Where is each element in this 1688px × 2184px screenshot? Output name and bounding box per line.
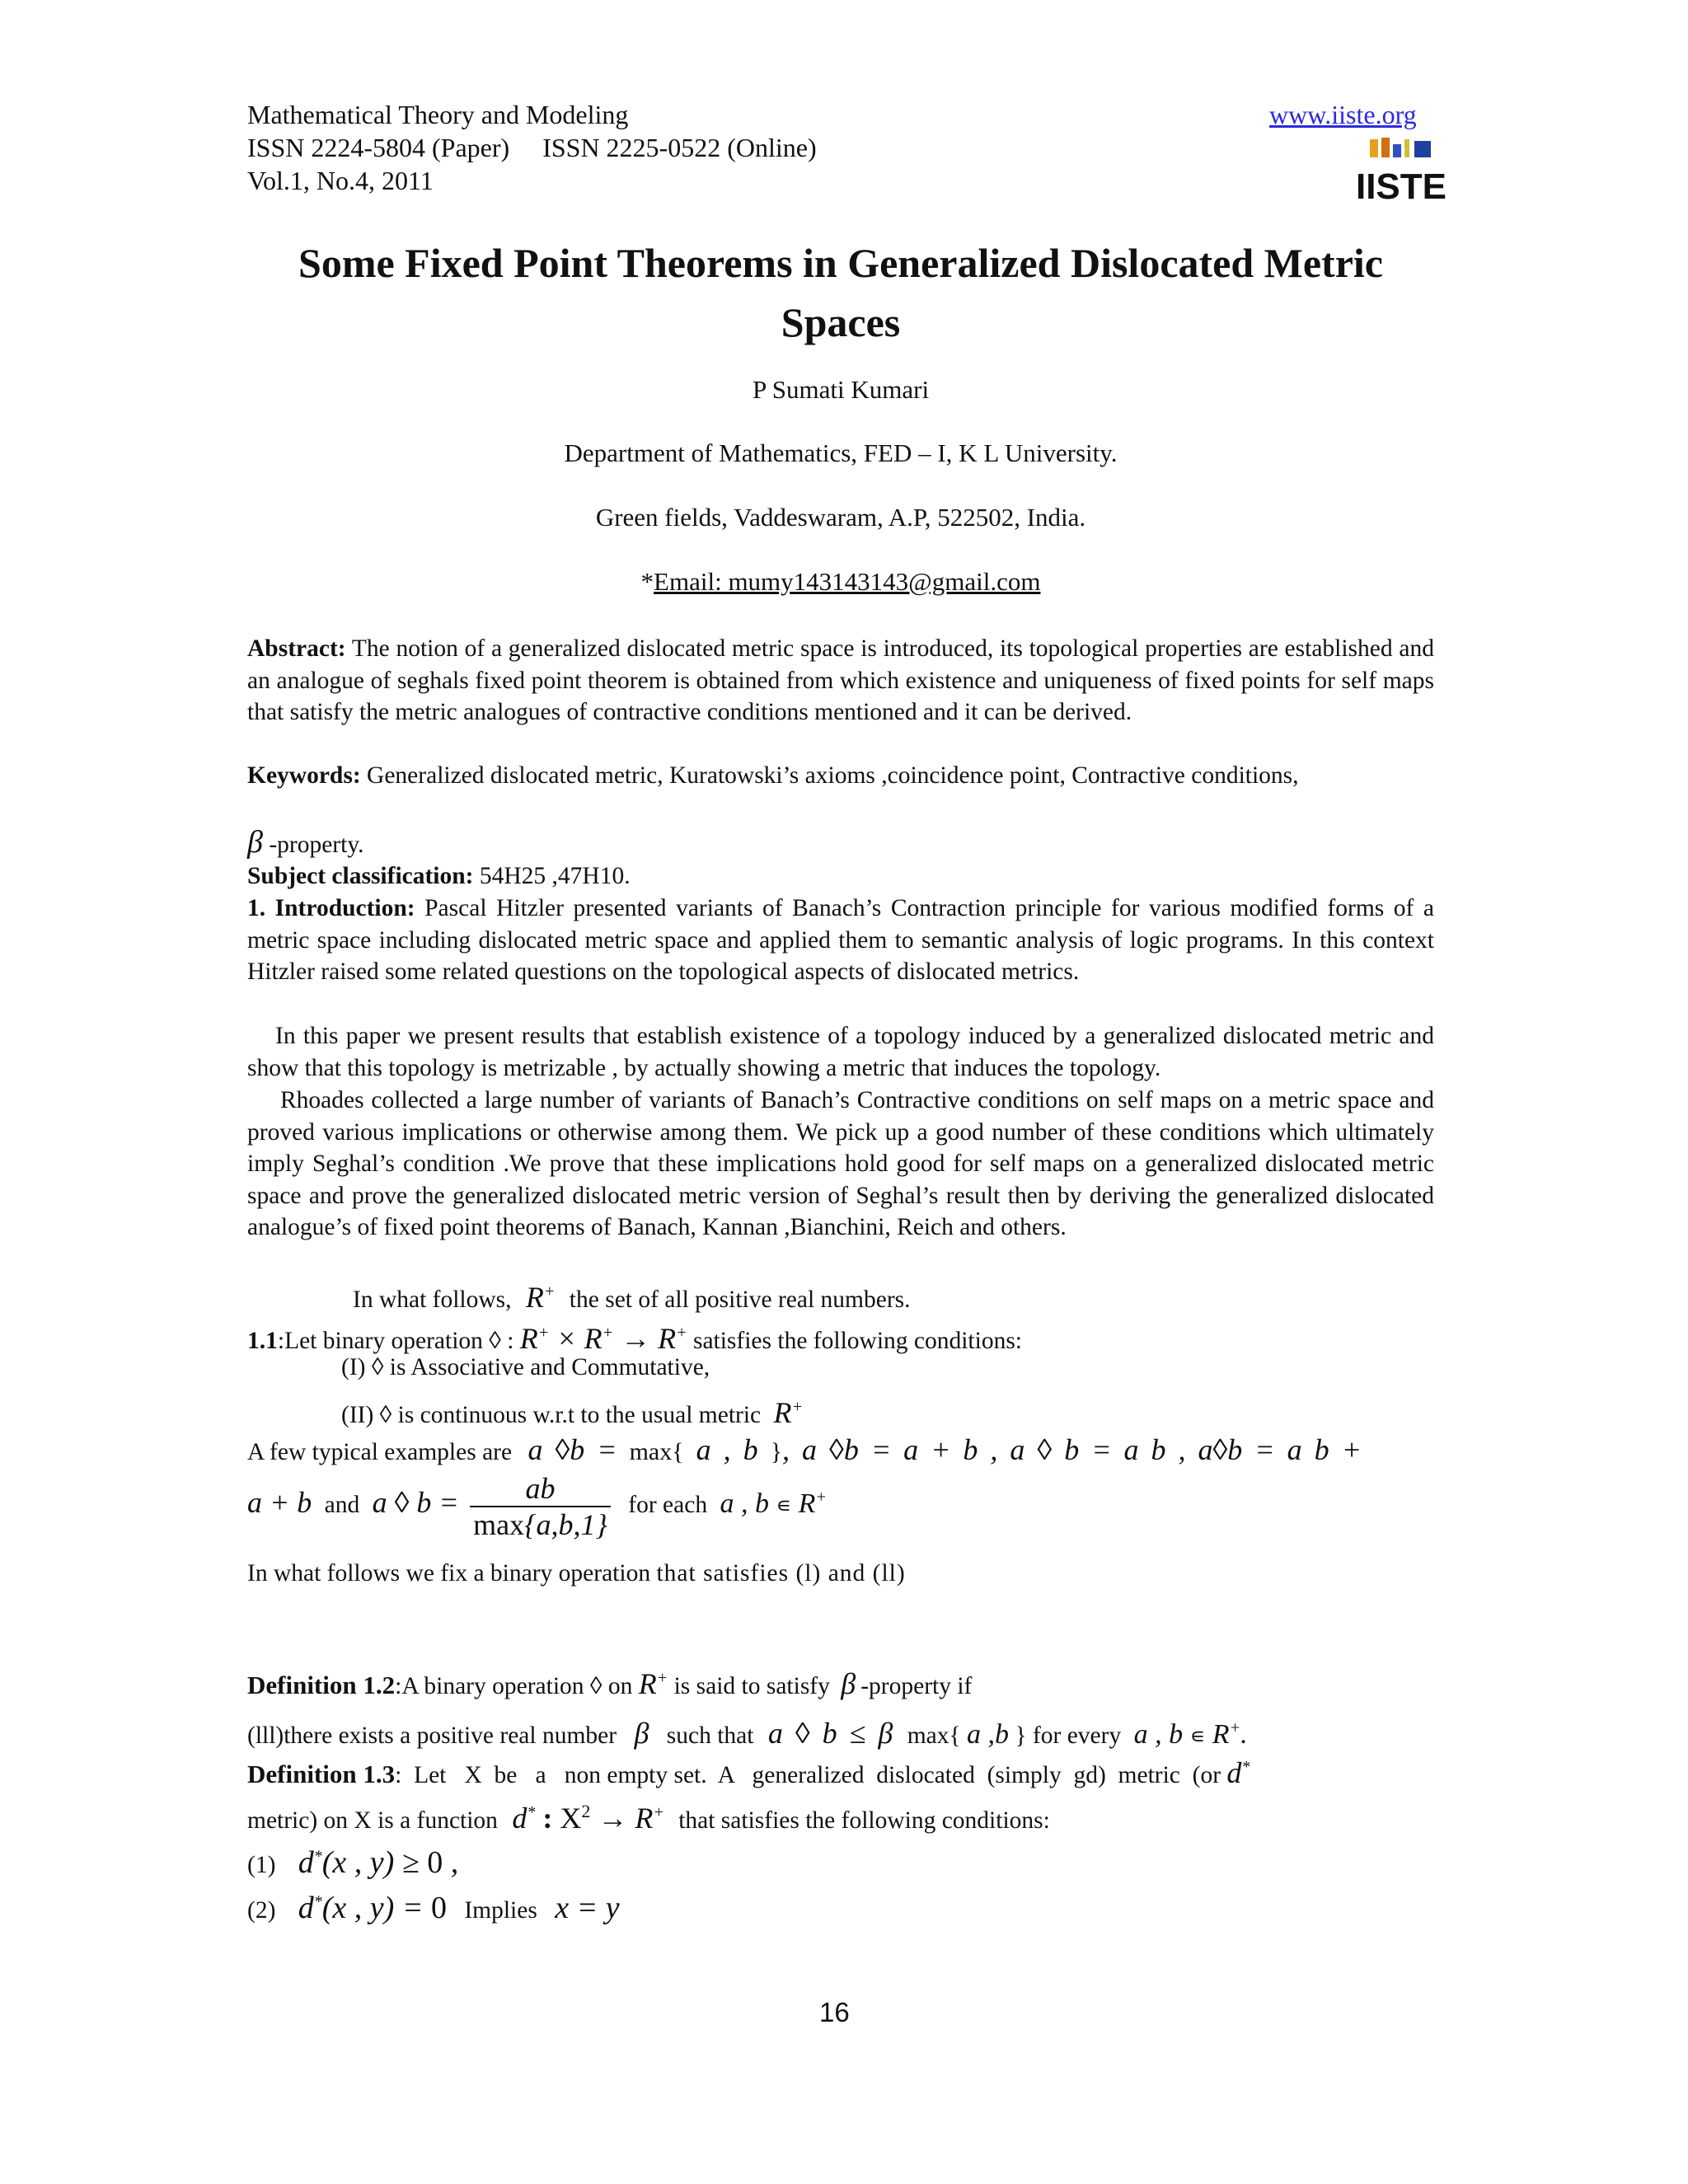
journal-name: Mathematical Theory and Modeling — [247, 100, 629, 129]
definition-1-3 — [247, 1755, 1250, 1790]
keywords — [247, 760, 1434, 792]
sec11-mapping: R+ × R+ → R+ — [519, 1322, 687, 1355]
def12-beta: β — [841, 1667, 856, 1700]
condition-d-1 — [247, 1844, 458, 1881]
def12-label: Definition 1.2 — [247, 1671, 396, 1699]
fix-tail: that satisfies (l) and (ll) — [656, 1560, 906, 1586]
condition-d-2 — [247, 1890, 620, 1926]
iiste-logo — [1355, 136, 1447, 207]
a-diamond-b: a ◊ b = — [372, 1485, 459, 1519]
intro-label: 1. Introduction: — [247, 895, 415, 921]
intro-paragraph-3: Rhoades collected a large number of variants of Banach’s Contractive conditions on self maps on a metric space and proved various implications or otherwise among them. We pick up a good number of these conditions which ultimately imply Seghal’s condition .We prove that these implications hold good for self maps on a generalized dislocated metric space and prove the generalized dislocated metric version of Seghal’s result then by deriving the generalized dislocated analogue’s of fixed point theorems of Banach, Kannan ,Bianchini, Reich and others. — [247, 1087, 1434, 1240]
iiste-logo-text: IISTE — [1355, 166, 1447, 207]
r-plus-symbol: R+ — [525, 1281, 556, 1314]
subject-label: Subject classification: — [247, 863, 474, 889]
follows-text-a: In what follows, — [353, 1286, 512, 1313]
cond-d2-label: (2) — [247, 1897, 276, 1924]
def12-line2-a: (lll)there exists a positive real number — [247, 1722, 617, 1749]
keywords-text: Generalized dislocated metric, Kuratowski’s axioms ,coincidence point, Contractive conditions, — [360, 762, 1299, 789]
subject-classification — [247, 860, 1434, 893]
definition-1-2 — [247, 1666, 972, 1701]
def13-text-a: : Let X be a non empty set. A generalized dislocated (simply gd) metric (or — [395, 1762, 1221, 1788]
email-line — [247, 567, 1434, 597]
beta-property-text: -property. — [269, 832, 364, 858]
email-prefix: * — [640, 567, 654, 596]
follows-text-b: the set of all positive real numbers. — [569, 1286, 911, 1313]
fix-text: In what follows we fix a binary operation — [247, 1560, 651, 1586]
affiliation-1: Department of Mathematics, FED – I, K L University. — [564, 438, 1118, 467]
r-plus-definition — [353, 1280, 911, 1315]
keywords-label: Keywords: — [247, 762, 361, 789]
def12-line2-b: such that — [666, 1722, 754, 1749]
def13-function: d* : $X^2 \to R^+$ — [512, 1801, 664, 1835]
website-link[interactable]: www.iiste.org — [1269, 100, 1417, 129]
def12-r-plus: R+ — [638, 1667, 668, 1700]
examples-line-2 — [247, 1471, 827, 1542]
examples-line — [247, 1432, 1362, 1467]
fraction-ab-over-max: $\frac{ab}{\max\{a,b,1\}}$ — [470, 1471, 611, 1542]
sec11-text-a: :Let binary operation ◊ : — [277, 1328, 520, 1354]
examples-formulas: a ◊b = max{ a , b }, a ◊b = a + b , a ◊ b = a b , a◊b = a b + — [528, 1433, 1362, 1466]
condition-2-symbol: R+ — [773, 1396, 804, 1429]
beta-symbol: β — [247, 825, 263, 860]
def13-line2-a: metric) on X is a function — [247, 1807, 498, 1834]
abstract-label: Abstract: — [247, 635, 346, 662]
x-equals-y: x = y — [555, 1891, 620, 1925]
def13-label: Definition 1.3 — [247, 1760, 396, 1788]
abstract — [247, 633, 1434, 729]
for-each-symbols: a , b ∊ R+ — [720, 1488, 827, 1519]
def12-max-args: a ,b — [967, 1719, 1010, 1750]
volume-line: Vol.1, No.4, 2011 — [247, 166, 434, 195]
title-line-2: Spaces — [781, 299, 901, 345]
subject-text: 54H25 ,47H10. — [473, 863, 631, 889]
condition-1: (I) ◊ is Associative and Commutative, — [341, 1354, 710, 1380]
iiste-logo-graphic — [1355, 136, 1447, 207]
beta-property-line — [247, 824, 364, 860]
cond-d1-label: (1) — [247, 1852, 276, 1878]
definition-1-3-line-2 — [247, 1801, 1050, 1835]
def12-inequality: a ◊ b ≤ β — [767, 1717, 893, 1750]
page-number: 16 — [819, 1997, 850, 2027]
title-line-1: Some Fixed Point Theorems in Generalized Dislocated Metric — [298, 240, 1383, 286]
def13-line2-b: that satisfies the following conditions: — [678, 1807, 1050, 1834]
section-1-1 — [247, 1321, 1022, 1356]
author: P Sumati Kumari — [752, 375, 930, 404]
sec11-text-b: satisfies the following conditions: — [692, 1328, 1022, 1354]
definition-1-2-line-2 — [247, 1716, 1248, 1750]
def12-line2-c: max{ — [907, 1722, 961, 1749]
cond-d1-formula: d*(x , y) ≥ 0 , — [298, 1845, 459, 1880]
implies-text: Implies — [464, 1897, 537, 1924]
examples-text: A few typical examples are — [247, 1439, 513, 1465]
condition-2 — [341, 1395, 803, 1430]
intro-p1-text: Pascal Hitzler presented variants of Banach’s Contraction principle for various modified forms of a metric space including dislocated metric space and applied them to semantic analysis of logic programs. In this context Hitzler raised some related questions on the topological aspects of dislocated metrics. — [247, 895, 1434, 985]
a-plus-b: a + b — [247, 1485, 312, 1519]
sec11-label: 1.1 — [247, 1328, 278, 1354]
fix-operation-line — [247, 1560, 906, 1587]
def12-line2-d: } for every — [1015, 1722, 1122, 1749]
def13-d-star: d* — [1226, 1756, 1250, 1789]
affiliation-2: Green fields, Vaddeswaram, A.P, 522502, India. — [595, 503, 1086, 532]
def12-every-symbols: a , b ∊ R+. — [1133, 1718, 1248, 1750]
issn-line: ISSN 2224-5804 (Paper) ISSN 2225-0522 (Online) — [247, 133, 817, 162]
email-link[interactable]: Email: mumy143143143@gmail.com — [654, 567, 1041, 596]
def12-text-b: is said to satisfy — [673, 1673, 830, 1699]
def12-text-a: :A binary operation ◊ on — [395, 1673, 633, 1699]
abstract-text: The notion of a generalized dislocated metric space is introduced, its topological properties are established and an analogue of seghals fixed point theorem is obtained from which existence and uniqueness of fixed points for self maps that satisfy the metric analogues of contractive conditions mentioned and it can be derived. — [247, 635, 1434, 725]
def12-beta-2: β — [634, 1717, 649, 1750]
for-each-text: for each — [628, 1491, 708, 1518]
and-text: and — [324, 1491, 360, 1518]
condition-2-text: (II) ◊ is continuous w.r.t to the usual metric — [341, 1402, 762, 1428]
cond-d2-formula: d*(x , y) = 0 — [298, 1891, 447, 1925]
paper-title — [247, 233, 1434, 352]
def12-text-c: -property if — [860, 1673, 973, 1699]
intro-paragraph-2: In this paper we present results that establish existence of a topology induced by a generalized dislocated metric and show that this topology is metrizable , by actually showing a metric that induces the topology. — [247, 1023, 1434, 1081]
intro-paragraph-1 — [247, 893, 1434, 988]
